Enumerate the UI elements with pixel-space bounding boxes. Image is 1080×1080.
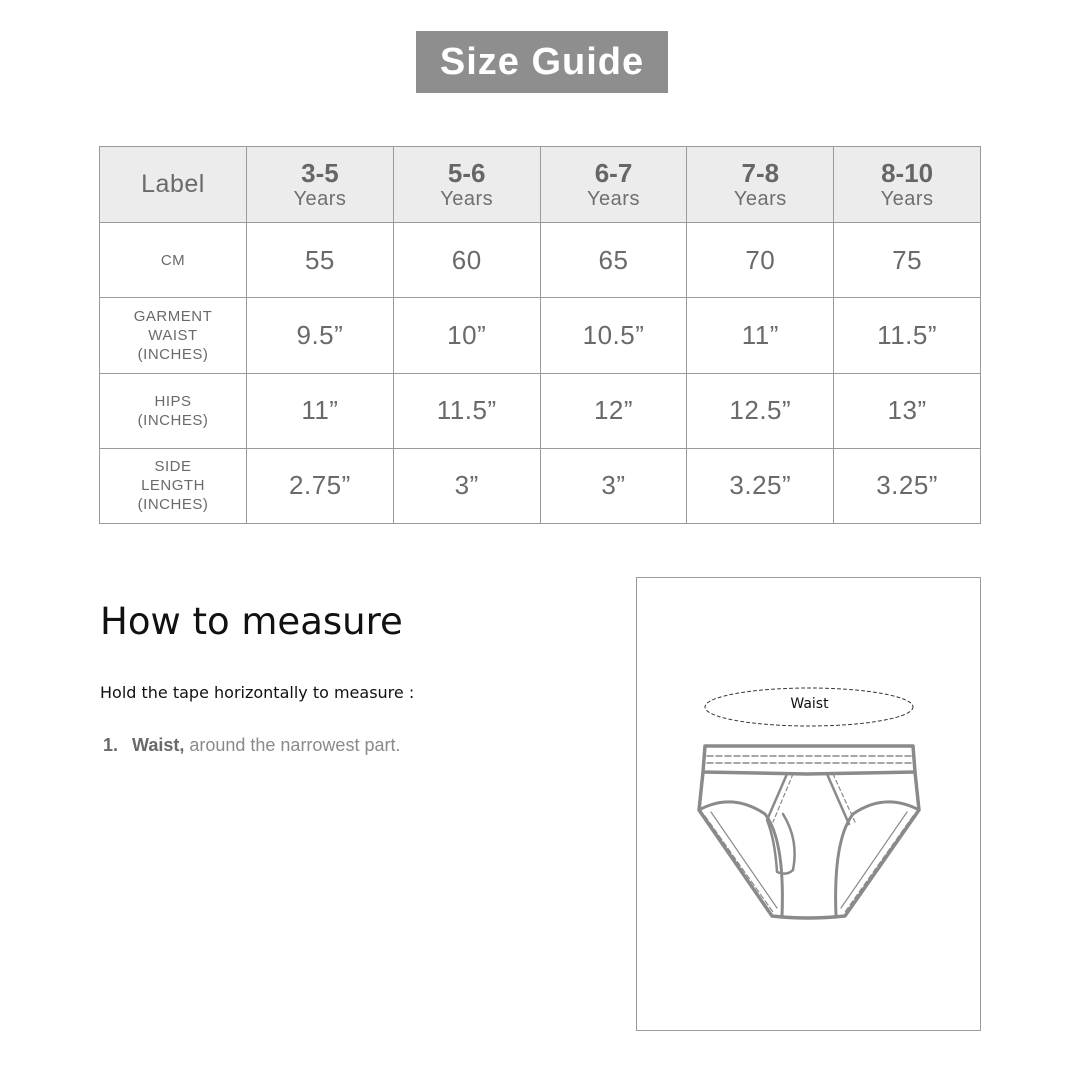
size-table [99,146,981,524]
table-cell: 11.5” [393,373,540,448]
table-cell: 13” [834,373,981,448]
table-cell: 3” [540,448,687,523]
age-range: 5-6 [447,157,486,188]
list-item [103,735,400,756]
measure-diagram [636,577,981,1031]
table-cell: 2.75” [247,448,394,523]
briefs-body-outline [699,772,919,918]
age-unit: Years [733,187,787,210]
waist-label: Waist [790,696,829,712]
age-unit: Years [293,187,347,210]
row-label-line: LENGTH [141,477,205,495]
table-cell: 12” [540,373,687,448]
table-cell: 11.5” [834,298,981,373]
row-label [100,448,247,523]
header-label: Label [141,170,205,198]
table-cell: 11” [687,298,834,373]
row-label [100,373,247,448]
table-cell: 65 [540,223,687,298]
table-cell: 3.25” [687,448,834,523]
row-label-line: (INCHES) [137,411,209,429]
age-range: 6-7 [594,157,633,188]
table-cell: 70 [687,223,834,298]
left-leg-opening [699,802,782,916]
step-description: around the narrowest part. [189,735,401,755]
table-cell: 10” [393,298,540,373]
row-label [100,298,247,373]
table-cell: 10.5” [540,298,687,373]
age-range: 8-10 [881,157,934,188]
age-unit: Years [880,187,934,210]
row-label-line: (INCHES) [137,345,209,363]
header-age-cell [247,147,394,223]
table-row [100,223,981,298]
row-label [100,223,247,298]
header-age-cell [393,147,540,223]
table-cell: 55 [247,223,394,298]
measure-instruction: Hold the tape horizontally to measure : [100,683,415,702]
measure-steps-list [103,735,400,756]
table-header-row [100,147,981,223]
waistband-outline [703,746,915,774]
row-label-line: (INCHES) [137,496,209,514]
table-cell: 60 [393,223,540,298]
age-unit: Years [587,187,640,210]
row-label-line: GARMENT [133,307,213,325]
step-number: 1. [103,735,119,755]
table-row [100,373,981,448]
table-row [100,448,981,523]
age-range: 7-8 [741,157,780,188]
step-term: Waist, [132,735,185,755]
briefs-outline-icon [637,578,982,1032]
row-label-line: WAIST [148,326,198,344]
table-cell: 12.5” [687,373,834,448]
row-label-line: HIPS [154,392,192,410]
table-cell: 11” [247,373,394,448]
page-title: Size Guide [416,31,668,93]
header-age-cell [834,147,981,223]
how-to-measure-heading: How to measure [100,600,403,643]
row-label-line: SIDE [154,458,192,476]
right-front-seam [827,774,849,824]
header-age-cell [687,147,834,223]
row-label-line: CM [160,251,186,269]
table-cell: 75 [834,223,981,298]
header-age-cell [540,147,687,223]
table-cell: 9.5” [247,298,394,373]
table-row [100,298,981,373]
age-range: 3-5 [301,157,339,188]
table-cell: 3” [393,448,540,523]
table-cell: 3.25” [834,448,981,523]
header-label-cell [100,147,247,223]
age-unit: Years [440,187,494,210]
